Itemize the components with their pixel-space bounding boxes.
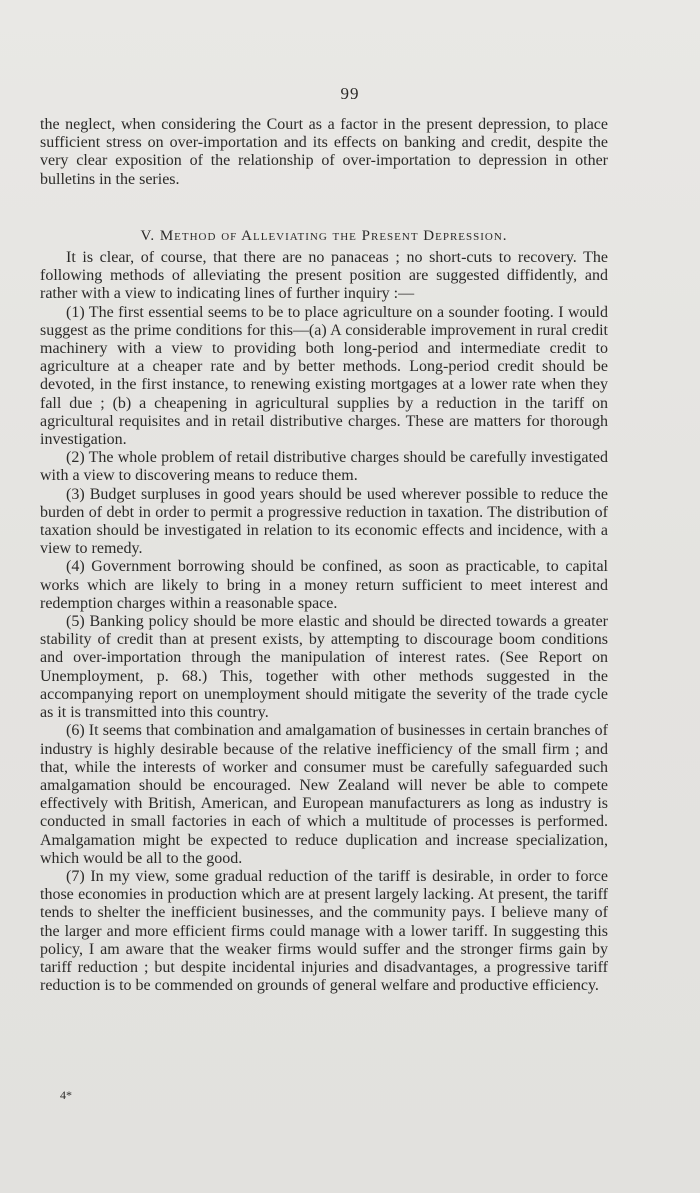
body-text [40, 116, 608, 995]
list-item-7: (7) In my view, some gradual reduction of the tariff is desirable, in order to force those economies in production which are at present largely lacking. At present, the tariff tends to shelter the inefficient businesses, and the community pays. I believe many of the larger and more efficient firms could manage with a lower tariff. In suggesting this policy, I am aware that the weaker firms would suffer and the stronger firms gain by tariff reduction ; but despite incidental injuries and disadvantages, a progressive tariff reduction is to be commended on grounds of general welfare and productive efficiency. [40, 867, 608, 995]
signature-mark: 4* [60, 1088, 72, 1102]
opening-paragraph: the neglect, when considering the Court as a factor in the present depression, to place sufficient stress on over-importation and its effects on banking and credit, despite the very clear exposition of the relationship of over-importation to depression in other bulletins in the series. [40, 116, 608, 188]
list-item-4: (4) Government borrowing should be confined, as soon as practicable, to capital works which are likely to bring in a money return sufficient to meet interest and redemption charges within a reasonable space. [40, 558, 608, 612]
section-heading: V. Method of Alleviating the Present Depression. [140, 227, 508, 244]
page-number: 99 [340, 84, 360, 103]
list-item-1: (1) The first essential seems to be to place agriculture on a sounder footing. I would suggest as the prime conditions for this—(a) A considerable improvement in rural credit machinery with a view to providing both long-period and intermediate credit to agriculture at a cheaper rate and by better methods. Long-period credit should be devoted, in the first instance, to renewing existing mortgages at a lower rate when they fall due ; (b) a cheapening in agricultural supplies by a reduction in the tariff on agricultural requisites and in retail distributive charges. These are matters for thorough investigation. [40, 303, 608, 449]
list-item-6: (6) It seems that combination and amalgamation of businesses in certain branches of industry is highly desirable because of the relative inefficiency of the small firm ; and that, while the interests of worker and consumer must be carefully safeguarded such amalgamation should be encouraged. New Zealand will never be able to compete effectively with British, American, and European manufacturers as long as industry is conducted in small factories in each of which a multitude of processes is performed. Amalgamation might be expected to reduce duplication and increase specialization, which would be all to the good. [40, 722, 608, 867]
list-item-5: (5) Banking policy should be more elastic and should be directed towards a greater stability of credit than at present exists, by attempting to discourage boom conditions and over-importation through the manipulation of interest rates. (See Report on Unemployment, p. 68.) This, together with other methods suggested in the accompanying report on unemployment should mitigate the severity of the trade cycle as it is transmitted into this country. [40, 613, 608, 722]
list-item-3: (3) Budget surpluses in good years should be used wherever possible to reduce the burden of debt in order to permit a progressive reduction in taxation. The distribution of taxation should be investigated in relation to its economic effects and incidence, with a view to remedy. [40, 485, 608, 558]
list-item-2: (2) The whole problem of retail distributive charges should be carefully investigated with a view to discovering means to reduce them. [40, 449, 608, 485]
intro-paragraph: It is clear, of course, that there are no panaceas ; no short-cuts to recovery. The following methods of alleviating the present position are suggested diffidently, and rather with a view to indicating lines of further inquiry :— [40, 249, 608, 303]
